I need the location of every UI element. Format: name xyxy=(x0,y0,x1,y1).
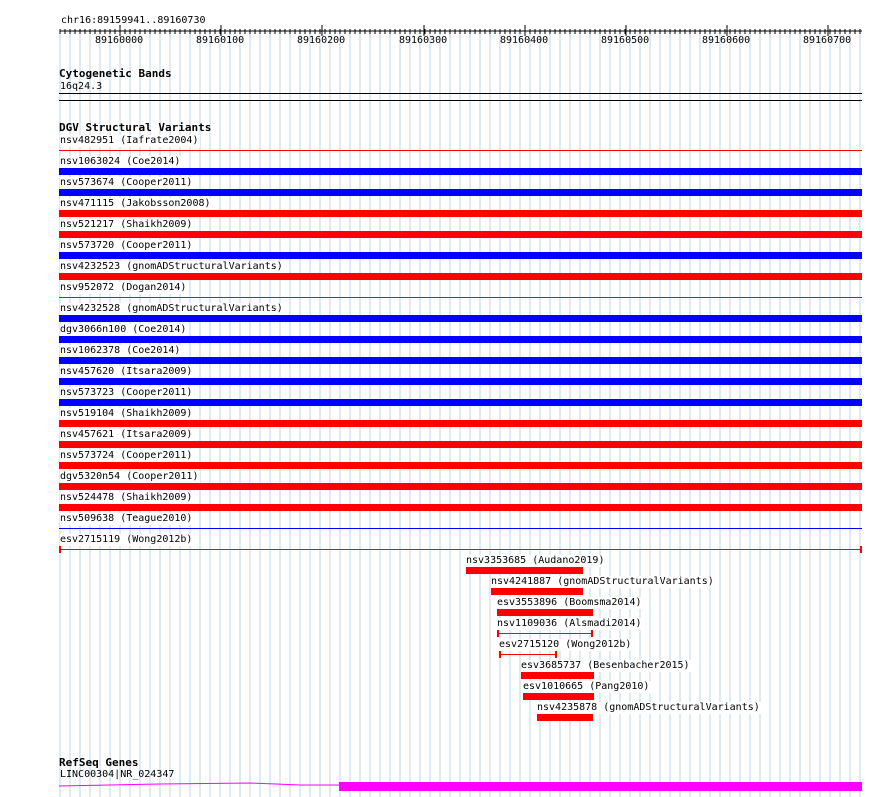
ruler-tick-label: 89160200 xyxy=(297,35,346,46)
variant-feature[interactable] xyxy=(497,630,593,637)
variant-feature[interactable] xyxy=(59,297,862,298)
variant-label[interactable]: nsv521217 (Shaikh2009) xyxy=(60,219,193,230)
variant-label[interactable]: nsv4235878 (gnomADStructuralVariants) xyxy=(537,702,760,713)
variant-label[interactable]: esv1010665 (Pang2010) xyxy=(523,681,650,692)
variant-feature[interactable] xyxy=(59,168,862,175)
variant-feature[interactable] xyxy=(59,483,862,490)
refseq-gene-label[interactable]: LINC00304|NR_024347 xyxy=(60,769,175,780)
variant-feature[interactable] xyxy=(59,546,862,553)
variant-label[interactable]: nsv457621 (Itsara2009) xyxy=(60,429,193,440)
variant-feature[interactable] xyxy=(59,504,862,511)
variant-feature[interactable] xyxy=(59,210,862,217)
variant-feature[interactable] xyxy=(59,420,862,427)
variant-feature-line xyxy=(499,633,591,634)
variant-label[interactable]: nsv952072 (Dogan2014) xyxy=(60,282,187,293)
variant-label[interactable]: nsv1062378 (Coe2014) xyxy=(60,345,181,356)
variant-label[interactable]: nsv573723 (Cooper2011) xyxy=(60,387,193,398)
variant-feature[interactable] xyxy=(59,189,862,196)
cytoband-line xyxy=(59,93,862,94)
cytoband-label: 16q24.3 xyxy=(60,81,103,92)
gene-exon-block xyxy=(339,782,862,791)
variant-feature[interactable] xyxy=(59,528,862,529)
variant-label[interactable]: dgv3066n100 (Coe2014) xyxy=(60,324,187,335)
variant-label[interactable]: nsv4232528 (gnomADStructuralVariants) xyxy=(60,303,283,314)
ruler-tick-label: 89160000 xyxy=(95,35,144,46)
variant-feature[interactable] xyxy=(521,672,594,679)
variant-label[interactable]: nsv482951 (Iafrate2004) xyxy=(60,135,199,146)
variant-label[interactable]: nsv3353685 (Audano2019) xyxy=(466,555,605,566)
variant-label[interactable]: nsv1063024 (Coe2014) xyxy=(60,156,181,167)
variant-label[interactable]: nsv573674 (Cooper2011) xyxy=(60,177,193,188)
variant-label[interactable]: nsv573720 (Cooper2011) xyxy=(60,240,193,251)
ruler-tick-label: 89160700 xyxy=(803,35,852,46)
variant-feature[interactable] xyxy=(466,567,583,574)
variant-label[interactable]: nsv4232523 (gnomADStructuralVariants) xyxy=(60,261,283,272)
variant-label[interactable]: nsv509638 (Teague2010) xyxy=(60,513,193,524)
variant-label[interactable]: nsv1109036 (Alsmadi2014) xyxy=(497,618,642,629)
variant-feature[interactable] xyxy=(59,273,862,280)
ruler-tick-label: 89160500 xyxy=(601,35,650,46)
variant-label[interactable]: nsv457620 (Itsara2009) xyxy=(60,366,193,377)
variant-feature[interactable] xyxy=(59,378,862,385)
variant-feature[interactable] xyxy=(59,315,862,322)
cytoband-line-lower xyxy=(59,100,862,101)
variant-label[interactable]: nsv471115 (Jakobsson2008) xyxy=(60,198,211,209)
variant-feature[interactable] xyxy=(499,651,557,658)
variant-feature[interactable] xyxy=(59,336,862,343)
variant-label[interactable]: nsv519104 (Shaikh2009) xyxy=(60,408,193,419)
variant-feature[interactable] xyxy=(59,252,862,259)
dgv-track-title: DGV Structural Variants xyxy=(59,121,212,134)
variant-label[interactable]: esv2715119 (Wong2012b) xyxy=(60,534,193,545)
gene-intron-line xyxy=(59,783,340,786)
variant-feature[interactable] xyxy=(497,609,593,616)
ruler-tick-label: 89160600 xyxy=(702,35,751,46)
ruler-tick-label: 89160100 xyxy=(196,35,245,46)
variant-label[interactable]: nsv4241887 (gnomADStructuralVariants) xyxy=(491,576,714,587)
refseq-track-title: RefSeq Genes xyxy=(59,756,139,769)
variant-feature[interactable] xyxy=(59,150,862,151)
variant-feature[interactable] xyxy=(59,399,862,406)
variant-feature[interactable] xyxy=(59,462,862,469)
ruler-location: chr16:89159941..89160730 xyxy=(61,15,206,26)
variant-feature[interactable] xyxy=(491,588,583,595)
variant-label[interactable]: esv3685737 (Besenbacher2015) xyxy=(521,660,690,671)
variant-feature[interactable] xyxy=(537,714,593,721)
ruler-tick-label: 89160300 xyxy=(399,35,448,46)
variant-feature-line xyxy=(61,549,860,550)
variant-label[interactable]: dgv5320n54 (Cooper2011) xyxy=(60,471,199,482)
variant-feature[interactable] xyxy=(59,357,862,364)
variant-feature[interactable] xyxy=(523,693,594,700)
variant-label[interactable]: esv2715120 (Wong2012b) xyxy=(499,639,632,650)
ruler-tick-label: 89160400 xyxy=(500,35,549,46)
variant-label[interactable]: nsv573724 (Cooper2011) xyxy=(60,450,193,461)
variant-label[interactable]: nsv524478 (Shaikh2009) xyxy=(60,492,193,503)
variant-label[interactable]: esv3553896 (Boomsma2014) xyxy=(497,597,642,608)
cytobands-track-title: Cytogenetic Bands xyxy=(59,67,172,80)
variant-feature-line xyxy=(501,654,555,655)
variant-feature[interactable] xyxy=(59,231,862,238)
variant-feature[interactable] xyxy=(59,441,862,448)
